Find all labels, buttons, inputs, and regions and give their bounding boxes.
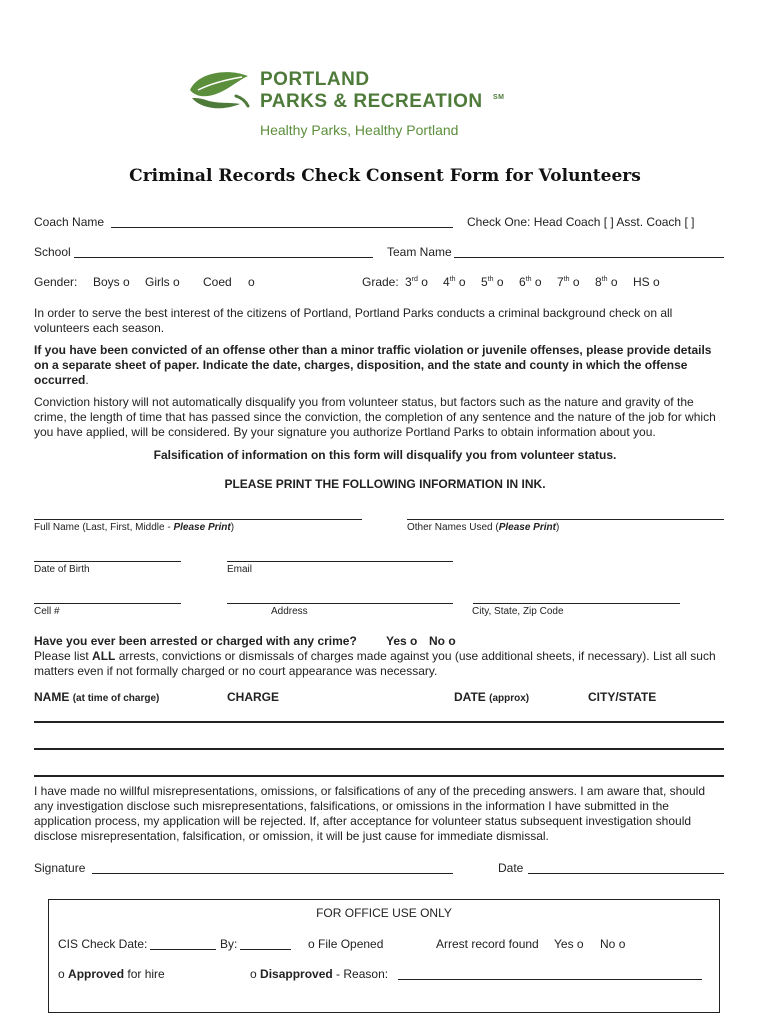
cis-check-date-field[interactable] (150, 949, 216, 950)
col-date-sub: (approx) (489, 693, 530, 704)
please-print-label: Please Print (498, 522, 556, 533)
logo-line1: PORTLAND (260, 69, 370, 90)
gender-label: Gender: (34, 275, 78, 289)
arrest-instructions-post: arrests, convictions or dismissals of charges made against you (use additional sheets, if necessary). List all such matters even if not formally charged or no court appearance was necessary. (34, 649, 716, 678)
col-name-label: NAME (34, 690, 70, 704)
logo-tagline: Healthy Parks, Healthy Portland (260, 122, 459, 138)
grade-number: 6 (519, 275, 526, 289)
grade-suffix: th (449, 276, 456, 283)
col-date-label: DATE (454, 690, 486, 704)
grade-number: 3 (405, 275, 412, 289)
conviction-instructions-bold: If you have been convicted of an offense other than a minor traffic violation or juvenile offenses, please provide details on a separate sheet of paper. Indicate the date, charges, disposition, and the state and county in which the offense occurred (34, 343, 712, 387)
circle-icon: o (607, 275, 618, 289)
yes-label: Yes (554, 937, 574, 951)
leaf-hand-icon (184, 68, 256, 112)
approved-label: Approved (68, 967, 125, 981)
full-name-label-text: Full Name (Last, First, Middle - (34, 522, 174, 533)
print-in-ink-heading: PLEASE PRINT THE FOLLOWING INFORMATION IN INK. (224, 477, 546, 491)
arrest-no-option[interactable] (429, 634, 456, 649)
arrest-question: Have you ever been arrested or charged with any crime? (34, 634, 357, 648)
approved-option[interactable] (58, 967, 165, 982)
grade-suffix: th (525, 276, 532, 283)
disapproved-option[interactable] (250, 967, 388, 982)
circle-icon: o (123, 275, 130, 289)
gender-boys-option[interactable] (93, 275, 130, 290)
other-names-label (407, 522, 559, 534)
file-opened-option[interactable] (308, 937, 383, 952)
other-names-field[interactable] (407, 519, 724, 520)
falsification-warning: Falsification of information on this form will disqualify you from volunteer status. (153, 448, 617, 462)
grade-option-5[interactable] (481, 275, 504, 290)
declaration-paragraph: I have made no willful misrepresentations, omissions, or falsifications of any of the preceding answers. I am aware that, should any investigation disclose such misrepresentations, falsifications, or omissions in the information I have submitted in the application process, my application will be rejected. If, after acceptance for volunteer status subsequent investigation should disclose misrepresentation, falsification, or omission, it will be just cause for immediate dismissal. (34, 784, 705, 843)
col-date-header (454, 690, 529, 706)
grade-suffix: rd (411, 276, 418, 283)
circle-icon[interactable]: o (248, 275, 255, 289)
grade-option-4[interactable] (443, 275, 466, 290)
grade-suffix: th (563, 276, 570, 283)
coach-name-field[interactable] (111, 227, 453, 228)
by-label: By: (220, 937, 238, 951)
full-name-field[interactable] (34, 519, 362, 520)
date-of-birth-label: Date of Birth (34, 564, 90, 575)
for-hire-label: for hire (124, 967, 165, 981)
grade-suffix: th (487, 276, 494, 283)
circle-icon: o (569, 275, 580, 289)
signature-label: Signature (34, 861, 86, 875)
date-of-birth-field[interactable] (34, 561, 181, 562)
circle-icon: o (576, 937, 584, 951)
circle-icon: o (250, 967, 257, 981)
team-name-label: Team Name (387, 245, 452, 259)
grade-option-hs[interactable]: HS o (633, 275, 660, 289)
circle-icon: o (410, 634, 418, 648)
coach-name-label: Coach Name (34, 215, 105, 229)
arrest-entry-line-3[interactable] (34, 775, 724, 777)
arrest-record-label: Arrest record found (436, 937, 539, 951)
school-label: School (34, 245, 71, 259)
circle-icon: o (58, 967, 65, 981)
yes-label: Yes (386, 634, 407, 648)
grade-option-8[interactable] (595, 275, 618, 290)
address-field[interactable] (227, 603, 453, 604)
logo-line2: PARKS & RECREATION (260, 91, 483, 112)
no-label: No (429, 634, 445, 648)
arrest-yes-option[interactable] (386, 634, 417, 649)
email-field[interactable] (227, 561, 453, 562)
col-charge-header: CHARGE (227, 690, 280, 704)
coach-type-check[interactable]: Check One: Head Coach [ ] Asst. Coach [ ] (467, 215, 695, 229)
conviction-instructions (34, 343, 724, 388)
cell-field[interactable] (34, 603, 181, 604)
grade-label: Grade: (362, 275, 399, 289)
city-state-zip-label: City, State, Zip Code (472, 606, 564, 617)
grade-number: 8 (595, 275, 602, 289)
circle-icon: o (173, 275, 180, 289)
col-name-sub: (at time of charge) (72, 693, 160, 704)
close-paren: ) (230, 522, 235, 533)
col-city-header: CITY/STATE (588, 690, 657, 704)
col-name-header (34, 690, 159, 706)
grade-options (405, 275, 705, 290)
circle-icon: o (493, 275, 504, 289)
team-name-field[interactable] (454, 257, 724, 258)
close-paren: ) (555, 522, 560, 533)
file-opened-label: File Opened (318, 937, 384, 951)
circle-icon: o (417, 275, 428, 289)
reason-field[interactable] (398, 979, 702, 980)
circle-icon: o (448, 634, 456, 648)
signature-field[interactable] (92, 873, 453, 874)
city-state-zip-field[interactable] (473, 603, 680, 604)
intro-paragraph: In order to serve the best interest of the citizens of Portland, Portland Parks conducts a criminal background check on all volunteers each season. (34, 306, 673, 335)
other-names-label-text: Other Names Used ( (407, 522, 499, 533)
circle-icon: o (308, 937, 315, 951)
grade-option-3[interactable] (405, 275, 428, 290)
gender-girls-option[interactable] (145, 275, 180, 290)
cell-label: Cell # (34, 606, 60, 617)
circle-icon: o (531, 275, 542, 289)
logo (184, 66, 524, 146)
gender-coed-option[interactable] (203, 275, 232, 290)
form-title: Criminal Records Check Consent Form for Volunteers (129, 166, 641, 186)
grade-option-7[interactable] (557, 275, 580, 290)
reason-label: - Reason: (332, 967, 389, 981)
please-print-label: Please Print (173, 522, 231, 533)
no-label: No (600, 937, 616, 951)
disapproved-label: Disapproved (260, 967, 333, 981)
full-name-label (34, 522, 234, 534)
girls-label: Girls (145, 275, 170, 289)
arrest-entry-line-2[interactable] (34, 748, 724, 750)
date-label: Date (498, 861, 524, 875)
arrest-record-no-option[interactable] (600, 937, 625, 952)
grade-number: 7 (557, 275, 564, 289)
conviction-history-paragraph: Conviction history will not automatically disqualify you from volunteer status, but factors such as the nature and gravity of the crime, the length of time that has passed since the conviction, the completion of any sentence and the nature of the job for which you have applied, will be considered. By your signature you authorize Portland Parks to obtain information about you. (34, 395, 716, 439)
coed-label: Coed (203, 275, 232, 289)
grade-suffix: th (601, 276, 608, 283)
arrest-instructions (34, 649, 726, 679)
boys-label: Boys (93, 275, 120, 289)
address-label: Address (271, 606, 308, 617)
circle-icon: o (618, 937, 626, 951)
date-field[interactable] (528, 873, 724, 874)
school-field[interactable] (74, 257, 373, 258)
grade-option-6[interactable] (519, 275, 542, 290)
grade-number: 5 (481, 275, 488, 289)
conviction-instructions-end: . (85, 373, 89, 387)
circle-icon: o (455, 275, 466, 289)
grade-number: 4 (443, 275, 450, 289)
arrest-instructions-all: ALL (92, 649, 116, 663)
email-label: Email (227, 564, 253, 575)
cis-check-date-label: CIS Check Date: (58, 937, 148, 951)
by-field[interactable] (240, 949, 291, 950)
arrest-record-yes-option[interactable] (554, 937, 584, 952)
logo-service-mark: SM (493, 94, 505, 101)
arrest-entry-line-1[interactable] (34, 721, 724, 723)
office-use-title: FOR OFFICE USE ONLY (316, 906, 452, 920)
arrest-instructions-pre: Please list (34, 649, 93, 663)
